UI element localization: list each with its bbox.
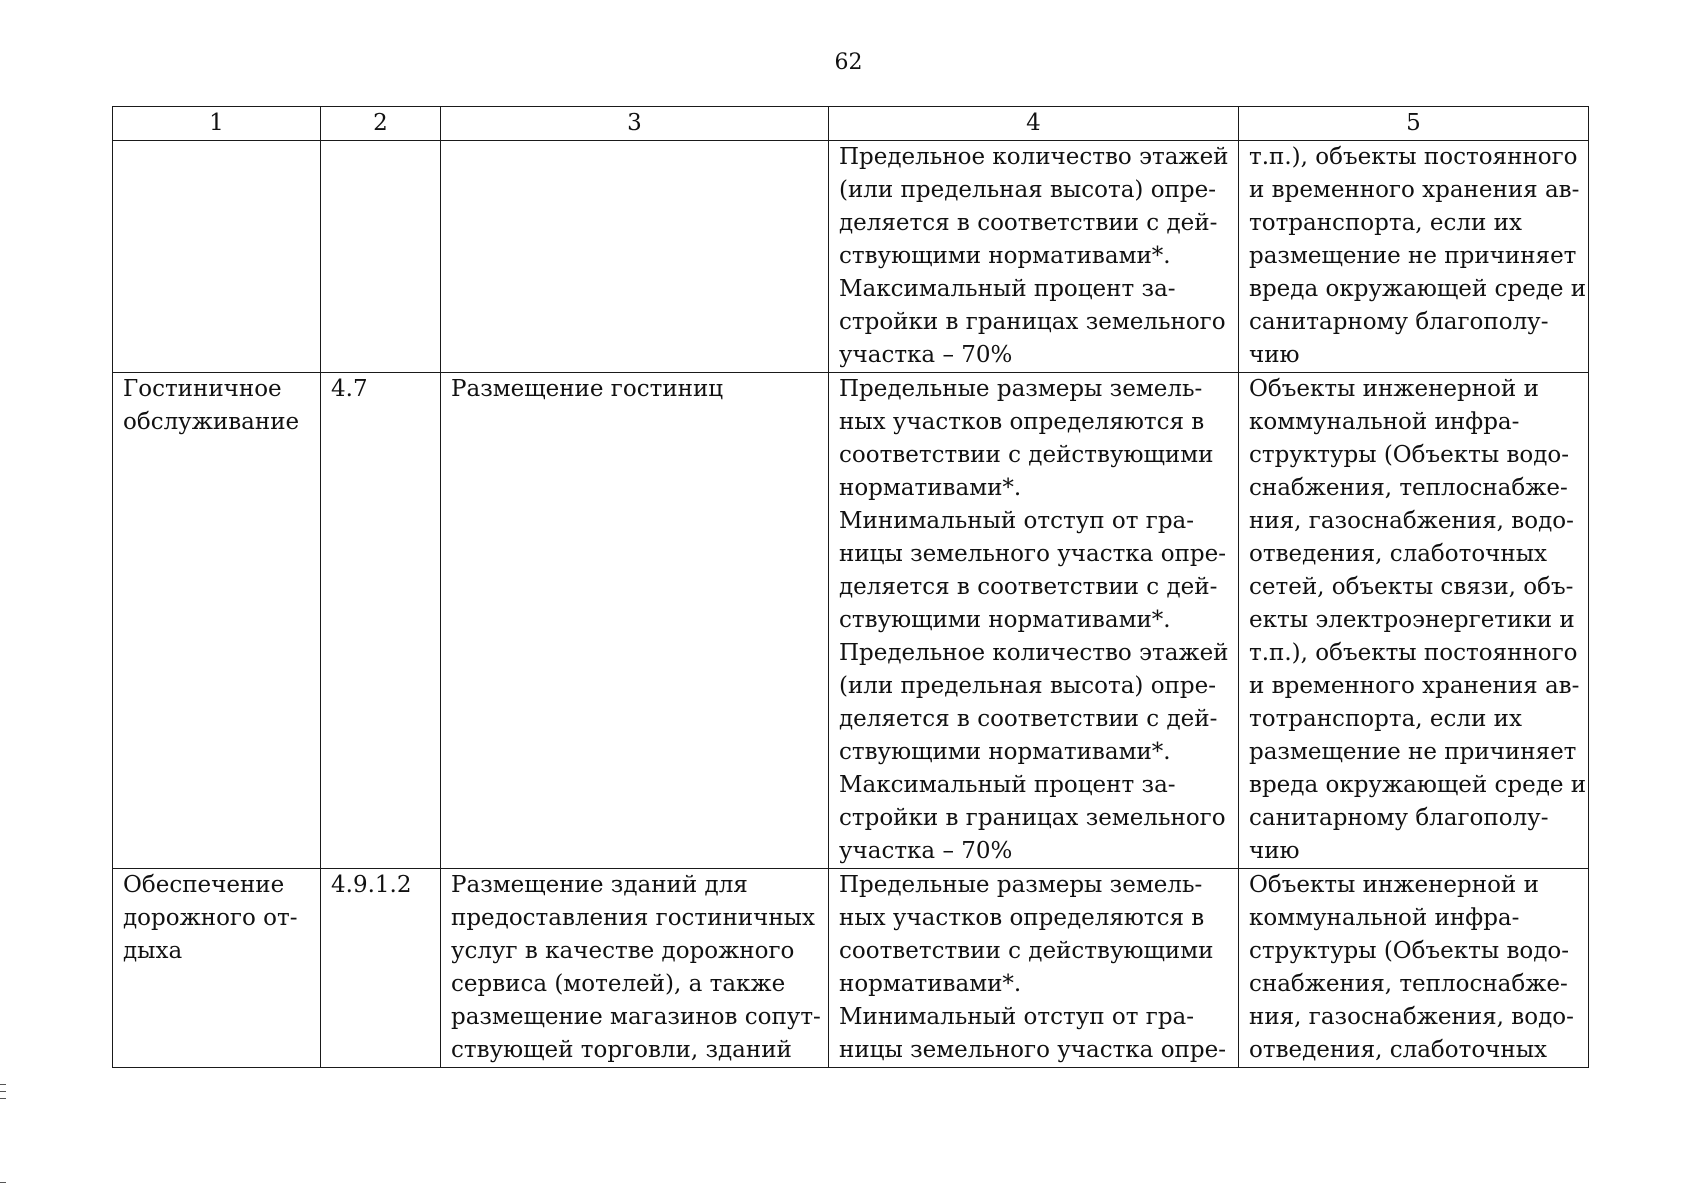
cell-text-line: ствующими нормативами*.	[839, 607, 1171, 633]
cell-text-line: соответствии с действующими	[839, 442, 1214, 468]
column-header-1: 1	[113, 107, 321, 141]
cell-text-line: стройки в границах земельного	[839, 309, 1226, 335]
cell-text-line: размещение магазинов сопут-	[451, 1004, 821, 1030]
cell-text-line: нормативами*.	[839, 971, 1022, 997]
table-cell-col3	[441, 869, 829, 1068]
table-cell-col3	[441, 373, 829, 869]
table-cell-col4	[829, 141, 1239, 373]
cell-text-line: санитарному благополу-	[1249, 805, 1549, 831]
cell-text-line: санитарному благополу-	[1249, 309, 1549, 335]
cell-text-line: Предельные размеры земель-	[839, 376, 1203, 402]
cell-text-line: сервиса (мотелей), а также	[451, 971, 786, 997]
cell-text-line: Максимальный процент за-	[839, 772, 1176, 798]
cell-text-line: и временного хранения ав-	[1249, 177, 1580, 203]
cell-text-line: вреда окружающей среде и	[1249, 276, 1587, 302]
cell-text-line: ния, газоснабжения, водо-	[1249, 508, 1574, 534]
table-cell-col5	[1239, 373, 1589, 869]
cell-text-line: участка – 70%	[839, 342, 1013, 368]
cell-text-line: отведения, слаботочных	[1249, 1037, 1547, 1063]
table-cell-col5	[1239, 869, 1589, 1068]
cell-text-line: обслуживание	[123, 409, 300, 435]
cell-text-line: Обеспечение	[123, 872, 285, 898]
margin-mark	[0, 1084, 6, 1085]
cell-text-line: сетей, объекты связи, объ-	[1249, 574, 1574, 600]
cell-text-line: Размещение зданий для	[451, 872, 748, 898]
cell-text-line: дорожного от-	[123, 905, 298, 931]
cell-text-line: чию	[1249, 342, 1300, 368]
cell-text-line: 4.9.1.2	[331, 872, 412, 898]
cell-text-line: ствующей торговли, зданий	[451, 1037, 792, 1063]
cell-text-line: коммунальной инфра-	[1249, 905, 1520, 931]
table-cell-col3	[441, 141, 829, 373]
cell-text-line: екты электроэнергетики и	[1249, 607, 1575, 633]
cell-text-line: вреда окружающей среде и	[1249, 772, 1587, 798]
cell-text-line: ницы земельного участка опре-	[839, 541, 1226, 567]
page-number: 62	[834, 50, 863, 75]
cell-text-line: размещение не причиняет	[1249, 243, 1577, 269]
table-row	[113, 869, 1589, 1068]
cell-text-line: ствующими нормативами*.	[839, 243, 1171, 269]
margin-mark	[0, 1182, 6, 1183]
cell-text-line: деляется в соответствии с дей-	[839, 574, 1218, 600]
cell-text-line: ния, газоснабжения, водо-	[1249, 1004, 1574, 1030]
cell-text-line: участка – 70%	[839, 838, 1013, 864]
cell-text-line: нормативами*.	[839, 475, 1022, 501]
table-header-row	[113, 107, 1589, 141]
cell-text-line: коммунальной инфра-	[1249, 409, 1520, 435]
cell-text-line: т.п.), объекты постоянного	[1249, 640, 1578, 666]
cell-text-line: чию	[1249, 838, 1300, 864]
cell-text-line: т.п.), объекты постоянного	[1249, 144, 1578, 170]
cell-text-line: Размещение гостиниц	[451, 376, 724, 402]
cell-text-line: ных участков определяются в	[839, 905, 1205, 931]
table-cell-col1	[113, 869, 321, 1068]
cell-text-line: (или предельная высота) опре-	[839, 673, 1216, 699]
table-cell-col4	[829, 869, 1239, 1068]
cell-text-line: снабжения, теплоснабже-	[1249, 971, 1568, 997]
margin-mark	[0, 1098, 6, 1099]
table-cell-col2	[321, 869, 441, 1068]
cell-text-line: Минимальный отступ от гра-	[839, 508, 1195, 534]
cell-text-line: структуры (Объекты водо-	[1249, 442, 1570, 468]
cell-text-line: стройки в границах земельного	[839, 805, 1226, 831]
margin-mark	[0, 1091, 6, 1092]
table-row	[113, 373, 1589, 869]
table-cell-col1	[113, 141, 321, 373]
cell-text-line: Предельное количество этажей	[839, 144, 1229, 170]
regulations-table	[112, 106, 1589, 1068]
cell-text-line: Объекты инженерной и	[1249, 376, 1539, 402]
table-cell-col5	[1239, 141, 1589, 373]
cell-text-line: снабжения, теплоснабже-	[1249, 475, 1568, 501]
table-cell-col2	[321, 141, 441, 373]
cell-text-line: деляется в соответствии с дей-	[839, 210, 1218, 236]
cell-text-line: Минимальный отступ от гра-	[839, 1004, 1195, 1030]
cell-text-line: отведения, слаботочных	[1249, 541, 1547, 567]
column-header-5: 5	[1239, 107, 1589, 141]
cell-text-line: 4.7	[331, 376, 368, 402]
cell-text-line: услуг в качестве дорожного	[451, 938, 795, 964]
column-header-2: 2	[321, 107, 441, 141]
table-cell-col2	[321, 373, 441, 869]
column-header-3: 3	[441, 107, 829, 141]
cell-text-line: и временного хранения ав-	[1249, 673, 1580, 699]
cell-text-line: ствующими нормативами*.	[839, 739, 1171, 765]
cell-text-line: Максимальный процент за-	[839, 276, 1176, 302]
cell-text-line: ницы земельного участка опре-	[839, 1037, 1226, 1063]
cell-text-line: структуры (Объекты водо-	[1249, 938, 1570, 964]
cell-text-line: ных участков определяются в	[839, 409, 1205, 435]
column-header-4: 4	[829, 107, 1239, 141]
table-cell-col4	[829, 373, 1239, 869]
cell-text-line: размещение не причиняет	[1249, 739, 1577, 765]
table-row	[113, 141, 1589, 373]
table-cell-col1	[113, 373, 321, 869]
cell-text-line: деляется в соответствии с дей-	[839, 706, 1218, 732]
cell-text-line: Гостиничное	[123, 376, 282, 402]
cell-text-line: Предельные размеры земель-	[839, 872, 1203, 898]
cell-text-line: Предельное количество этажей	[839, 640, 1229, 666]
cell-text-line: (или предельная высота) опре-	[839, 177, 1216, 203]
cell-text-line: тотранспорта, если их	[1249, 706, 1522, 732]
cell-text-line: тотранспорта, если их	[1249, 210, 1522, 236]
cell-text-line: соответствии с действующими	[839, 938, 1214, 964]
cell-text-line: Объекты инженерной и	[1249, 872, 1539, 898]
cell-text-line: предоставления гостиничных	[451, 905, 815, 931]
cell-text-line: дыха	[123, 938, 183, 964]
